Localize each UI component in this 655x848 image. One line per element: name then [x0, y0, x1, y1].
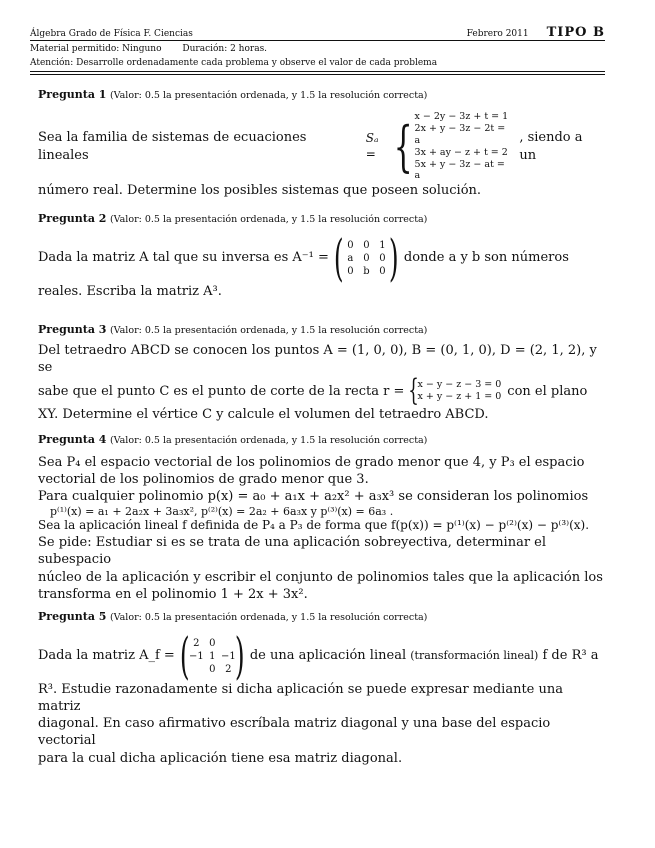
question-2-intro: Dada la matriz A tal que su inversa es A⁻¹ =	[38, 250, 329, 266]
question-1-intro: Sea la familia de sistemas de ecuaciones lineales	[38, 130, 307, 163]
matrix-cell: 0	[363, 239, 370, 251]
exam-type: TIPO B	[546, 25, 605, 40]
question-5-title: Pregunta 5	[38, 610, 107, 623]
exam-header	[30, 25, 605, 40]
matrix-cell: 0	[379, 265, 386, 277]
matrix-cell: 2	[193, 637, 200, 649]
question-3-line-2: sabe que el punto C es el punto de corte de la recta r =	[38, 383, 405, 399]
question-3-line-1: Del tetraedro ABCD se conocen los puntos A = (1, 0, 0), B = (0, 1, 0), D = (2, 1, 2), y se	[38, 343, 597, 376]
question-1-title: Pregunta 1	[38, 88, 107, 101]
question-5	[38, 610, 603, 767]
question-5-post-small: (transformación lineal)	[410, 649, 539, 663]
matrix-cell: a	[347, 252, 354, 264]
question-4-formula: p⁽¹⁾(x) = a₁ + 2a₂x + 3a₃x², p⁽²⁾(x) = 2a₂ + 6a₃x y p⁽³⁾(x) = 6a₃ .	[50, 505, 394, 519]
matrix-cell	[188, 663, 204, 676]
question-4-line: vectorial de los polinomios de grado menor que 3.	[38, 472, 369, 488]
question-5-post-2: f de R³ a	[542, 648, 599, 664]
header-divider-bottom	[30, 71, 605, 72]
system-name: Sₐ =	[365, 130, 379, 161]
matrix-cell: −1	[220, 650, 236, 662]
inverse-matrix: ( 0 0 1 a 0 0 0 b 0 )	[333, 229, 400, 287]
question-4-line: Sea P₄ el espacio vectorial de los polinomios de grado menor que 4, y P₃ el espacio	[38, 455, 585, 470]
equation-line: 3x + ay − z + t = 2	[414, 146, 508, 158]
question-1-text: número real. Determine los posibles sistemas que poseen solución.	[38, 183, 482, 199]
question-5-post: de una aplicación lineal	[249, 648, 407, 664]
question-2-post: donde a y b son números	[403, 250, 569, 266]
question-2-value: (Valor: 0.5 la presentación ordenada, y 1.5 la resolución correcta)	[109, 214, 428, 225]
question-4-value: (Valor: 0.5 la presentación ordenada, y 1.5 la resolución correcta)	[109, 435, 428, 446]
question-4-line: Se pide: Estudiar si es se trata de una aplicación sobreyectiva, determinar el subespacio	[38, 535, 547, 568]
transformation-matrix: ( 2 0 −1 1 −1 0 2 )	[179, 627, 245, 685]
question-4-title: Pregunta 4	[38, 433, 107, 446]
question-3-value: (Valor: 0.5 la presentación ordenada, y 1.5 la resolución correcta)	[109, 325, 428, 336]
matrix-cell: b	[363, 265, 370, 277]
question-4	[38, 433, 603, 603]
equation-line: x − y − z − 3 = 0	[417, 379, 502, 391]
matrix-cell: 0	[347, 239, 354, 251]
question-3	[38, 323, 603, 423]
question-3-title: Pregunta 3	[38, 323, 107, 336]
question-5-line: R³. Estudie razonadamente si dicha aplicación se puede expresar mediante una matriz	[38, 682, 563, 715]
matrix-cell: 0	[209, 663, 216, 675]
equation-line: x + y − z + 1 = 0	[417, 391, 502, 403]
question-5-value: (Valor: 0.5 la presentación ordenada, y 1.5 la resolución correcta)	[109, 612, 428, 623]
material-allowed: Material permitido: Ninguno	[30, 44, 162, 54]
question-4-line: Sea la aplicación lineal f definida de P₄ a P₃ de forma que f(p(x)) = p⁽¹⁾(x) − p⁽²⁾(x) − p⁽³⁾(x).	[38, 518, 590, 533]
question-2-title: Pregunta 2	[38, 212, 107, 225]
header-divider-double	[30, 74, 605, 75]
question-2-text: reales. Escriba la matriz A³.	[38, 284, 222, 299]
equation-line: 5x + y − 3z − at = a	[414, 158, 505, 182]
matrix-cell: 0	[379, 252, 386, 264]
question-5-intro: Dada la matriz A_f =	[38, 648, 175, 664]
equation-system: Sₐ = { x − 2y − 3z + t = 1 2x + y − 3z − 2t = a 3x + ay − z + t = 2 5x + y − 3z − at = a	[366, 111, 514, 182]
line-equation-system: { x − y − z − 3 = 0 x + y − z + 1 = 0	[408, 373, 502, 409]
question-2	[38, 212, 603, 300]
question-4-line: núcleo de la aplicación y escribir el conjunto de polinomios tales que la aplicación los	[38, 569, 603, 585]
matrix-cell: 1	[209, 650, 216, 662]
matrix-cell: 0	[209, 637, 216, 649]
question-3-line-2-post: con el plano	[507, 383, 588, 399]
question-5-line: diagonal. En caso afirmativo escríbala matriz diagonal y una base del espacio vectorial	[38, 716, 551, 749]
equation-line: 2x + y − 3z − 2t = a	[414, 122, 506, 146]
question-1	[38, 88, 603, 199]
question-4-line: Para cualquier polinomio p(x) = a₀ + a₁x + a₂x² + a₃x³ se consideran los polinomios	[38, 489, 589, 505]
question-3-line-3: XY. Determine el vértice C y calcule el volumen del tetraedro ABCD.	[38, 407, 489, 423]
matrix-cell: 0	[347, 265, 354, 277]
question-5-line: para la cual dicha aplicación tiene esa matriz diagonal.	[38, 750, 403, 766]
duration: Duración: 2 horas.	[182, 44, 268, 54]
attention-note: Atención: Desarrolle ordenadamente cada problema y observe el valor de cada problema	[30, 58, 438, 68]
matrix-cell: −1	[188, 650, 204, 662]
matrix-cell: 0	[363, 252, 370, 264]
matrix-cell: 1	[379, 239, 386, 251]
matrix-cell: 2	[225, 663, 232, 675]
question-4-line: transforma en el polinomio 1 + 2x + 3x².	[38, 586, 308, 602]
question-1-post: , siendo a un	[519, 130, 583, 163]
course-title: Álgebra Grado de Física F. Ciencias	[30, 29, 193, 39]
equation-line: x − 2y − 3z + t = 1	[414, 111, 509, 122]
header-divider	[30, 40, 605, 41]
question-1-value: (Valor: 0.5 la presentación ordenada, y 1.5 la resolución correcta)	[109, 90, 428, 101]
exam-info	[30, 44, 605, 54]
exam-date: Febrero 2011	[466, 29, 529, 39]
